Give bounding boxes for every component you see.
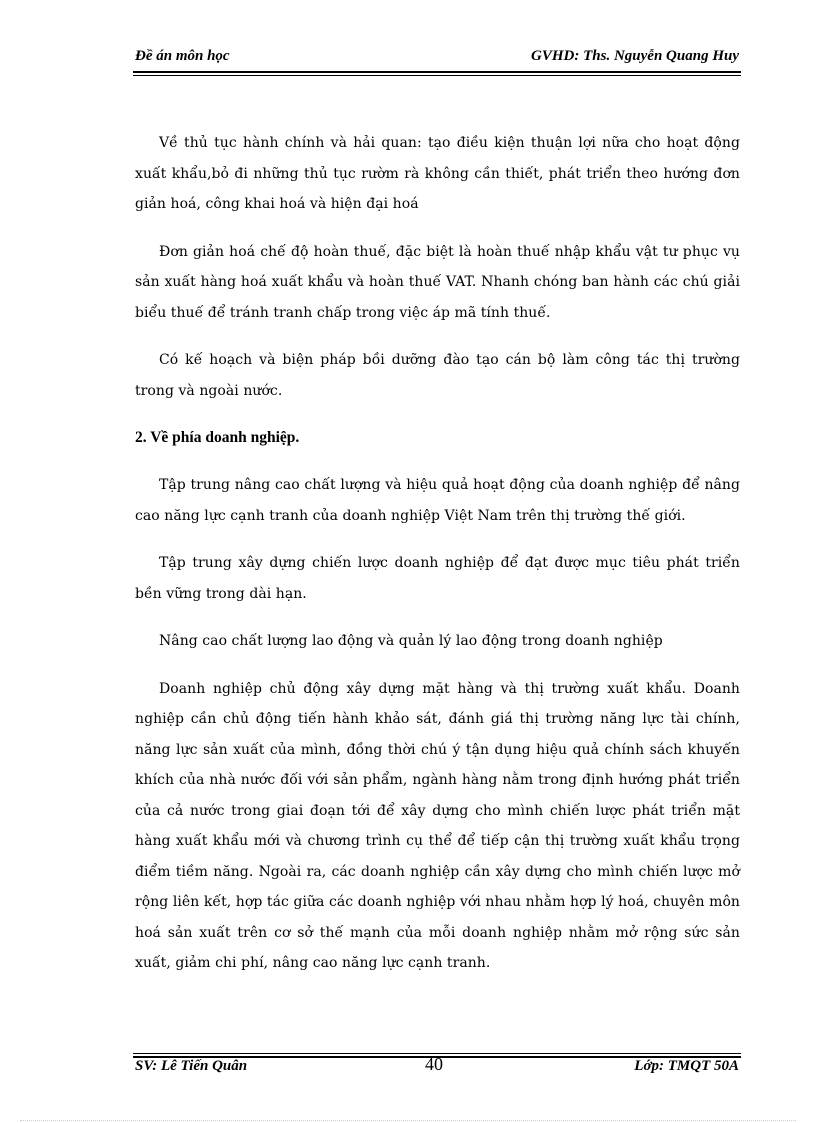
paragraph-labor: Nâng cao chất lượng lao động và quản lý lao động trong doanh nghiệp — [159, 633, 663, 649]
header-rule-thick — [133, 71, 741, 73]
paragraph-market-products: Doanh nghiệp chủ động xây dựng mặt hàng và thị trường xuất khẩu. Doanh nghiệp cần chủ động tiến hành khảo sát, đánh giá thị trường năng lực tài chính, năng lực sản xuất của mình, đồng thời chú ý tận dụng hiệu quả chính sách khuyến khích của nhà nước đối với sản phẩm, ngành hàng nằm trong định hướng phát triển của cả nước trong giai đoạn tới để xây dựng cho mình chiến lược phát triển mặt hàng xuất khẩu mới và chương trình cụ thể để tiếp cận thị trường xuất khẩu trọng điểm tiềm năng. Ngoài ra, các doanh nghiệp cần xây dựng cho mình chiến lược mở rộng liên kết, hợp tác giữa các doanh nghiệp với nhau nhằm hợp lý hoá, chuyên môn hoá sản xuất trên cơ sở thế mạnh của mỗi doanh nghiệp nhằm mở rộng sức sản xuất, giảm chi phí, nâng cao năng lực cạnh tranh. — [135, 680, 740, 971]
section-heading: 2. Về phía doanh nghiệp. — [135, 429, 300, 446]
page-body — [135, 128, 740, 996]
paragraph-admin-customs: Về thủ tục hành chính và hải quan: tạo điều kiện thuận lợi nữa cho hoạt động xuất khẩu,bỏ đi những thủ tục rườm rà không cần thiết, phát triển theo hướng đơn giản hoá, công khai hoá và hiện đại hoá — [135, 135, 740, 212]
paragraph-training: Có kế hoạch và biện pháp bồi dưỡng đào tạo cán bộ làm công tác thị trường trong và ngoài nước. — [135, 352, 740, 399]
paragraph-tax-refund: Đơn giản hoá chế độ hoàn thuế, đặc biệt là hoàn thuế nhập khẩu vật tư phục vụ sản xuất hàng hoá xuất khẩu và hoàn thuế VAT. Nhanh chóng ban hành các chú giải biểu thuế để tránh tranh chấp trong việc áp mã tính thuế. — [135, 243, 740, 321]
page-footer — [135, 1056, 739, 1078]
header-rule-thin — [133, 75, 741, 76]
footer-class: Lớp: TMQT 50A — [634, 1058, 739, 1074]
page-number: 40 — [425, 1054, 443, 1074]
footer-student: SV: Lê Tiến Quân — [135, 1058, 248, 1074]
paragraph-quality-efficiency: Tập trung nâng cao chất lượng và hiệu quả hoạt động của doanh nghiệp để nâng cao năng lực cạnh tranh của doanh nghiệp Việt Nam trên thị trường thế giới. — [135, 477, 740, 524]
header-supervisor: GVHD: Ths. Nguyễn Quang Huy — [531, 48, 739, 64]
header-course-title: Đề án môn học — [135, 48, 230, 64]
page-edge-divider — [20, 1120, 796, 1121]
paragraph-strategy: Tập trung xây dựng chiến lược doanh nghiệp để đạt được mục tiêu phát triển bền vững trong dài hạn. — [135, 555, 740, 602]
page-header — [135, 48, 739, 70]
